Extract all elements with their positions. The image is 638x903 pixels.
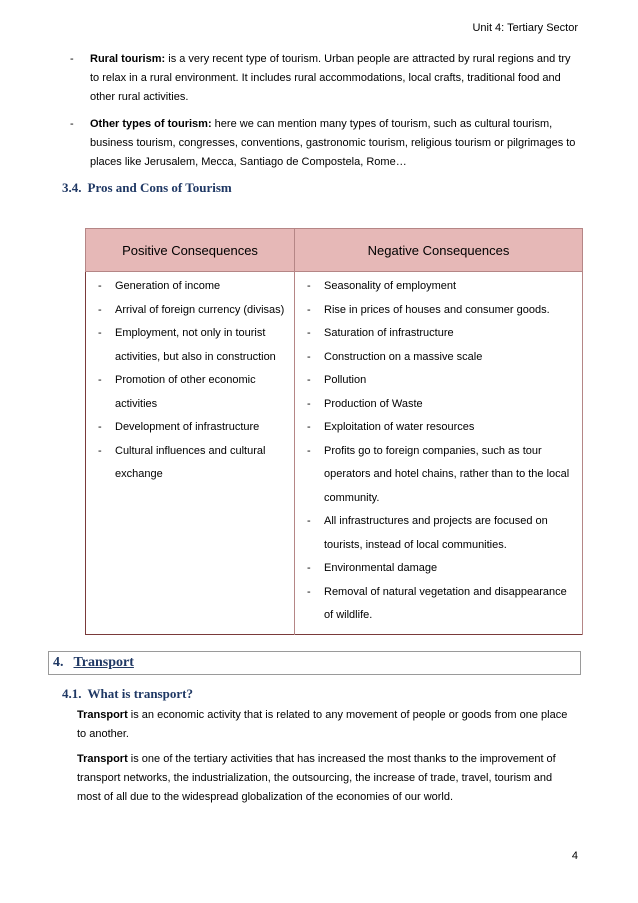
- list-dash: -: [307, 562, 311, 574]
- list-item-text: Construction on a massive scale: [324, 350, 483, 363]
- negative-item: [307, 322, 576, 346]
- page-number: 4: [571, 850, 578, 862]
- list-item-text: All infrastructures and projects are focused on tourists, instead of local communities.: [324, 515, 548, 551]
- positive-item: [98, 299, 288, 323]
- list-item-text: Production of Waste: [324, 397, 423, 410]
- section-heading-transport: [48, 651, 581, 675]
- list-dash: -: [98, 421, 102, 433]
- list-dash: -: [98, 327, 102, 339]
- list-item-text: Employment, not only in tourist activities, but also in construction: [115, 327, 276, 363]
- positive-item: [98, 275, 288, 299]
- list-dash: -: [98, 374, 102, 386]
- list-item-text: Pollution: [324, 374, 367, 386]
- list-dash: -: [307, 444, 311, 457]
- bullet-rural-tourism: [70, 50, 580, 107]
- negative-item: [307, 581, 576, 628]
- positive-item: [98, 440, 288, 487]
- list-item-text: Environmental damage: [324, 562, 438, 574]
- negative-item: [307, 440, 576, 511]
- paragraph-lead: Transport: [77, 753, 128, 765]
- list-dash: -: [98, 444, 102, 457]
- negative-item: [307, 557, 576, 581]
- list-item-text: Cultural influences and cultural exchange: [115, 444, 266, 480]
- bullet-dash: -: [70, 118, 74, 130]
- positive-item: [98, 416, 288, 440]
- negative-item: [307, 346, 576, 370]
- paragraph-lead: Transport: [77, 709, 128, 721]
- bullet-text: here we can mention many types of tourism, such as cultural tourism, business tourism, congresses, conventions, gastronomic tourism, religious tourism or pilgrimages to places like Jerusalem, Mecca, Santiago de Compostela, Rome…: [90, 118, 576, 168]
- bullet-dash: -: [70, 53, 74, 65]
- negative-item: [307, 510, 576, 557]
- list-item-text: Exploitation of water resources: [324, 421, 475, 433]
- bullet-text: is a very recent type of tourism. Urban people are attracted by rural regions and try to relax in a rural environment. It includes rural accommodations, local crafts, traditional food and other rural activities.: [90, 53, 571, 103]
- pros-cons-table: [85, 228, 583, 635]
- section-title: Pros and Cons of Tourism: [87, 180, 232, 195]
- bullet-term: Rural tourism:: [90, 53, 166, 65]
- negative-item: [307, 299, 576, 323]
- list-item-text: Profits go to foreign companies, such as tour operators and hotel chains, rather than to the local community.: [324, 444, 570, 504]
- list-dash: -: [307, 303, 311, 316]
- paragraph-text: is an economic activity that is related to any movement of people or goods from one place to another.: [77, 709, 568, 740]
- list-dash: -: [307, 374, 311, 386]
- negative-cell: [295, 272, 583, 635]
- list-dash: -: [307, 585, 311, 598]
- list-dash: -: [307, 421, 311, 433]
- positive-column-header: Positive Consequences: [86, 229, 295, 272]
- negative-column-header: Negative Consequences: [295, 229, 583, 272]
- negative-item: [307, 416, 576, 440]
- negative-item: [307, 369, 576, 393]
- list-item-text: Generation of income: [115, 280, 221, 292]
- section-heading-pros-cons: [62, 180, 232, 196]
- list-dash: -: [307, 280, 311, 292]
- negative-item: [307, 275, 576, 299]
- list-item-text: Saturation of infrastructure: [324, 327, 454, 339]
- bullet-other-tourism: [70, 115, 580, 172]
- bullet-term: Other types of tourism:: [90, 118, 212, 130]
- list-item-text: Arrival of foreign currency (divisas): [115, 303, 285, 316]
- section-number: 3.4.: [62, 180, 82, 195]
- list-item-text: Removal of natural vegetation and disappearance of wildlife.: [324, 585, 567, 621]
- section-title: What is transport?: [87, 686, 193, 701]
- positive-item: [98, 322, 288, 369]
- list-dash: -: [307, 327, 311, 339]
- list-dash: -: [307, 515, 311, 527]
- list-dash: -: [307, 397, 311, 410]
- section-title: Transport: [73, 655, 134, 670]
- section-number: 4.: [53, 655, 64, 670]
- list-dash: -: [98, 280, 102, 292]
- paragraph-transport-growth: [77, 750, 577, 807]
- list-item-text: Promotion of other economic activities: [115, 374, 256, 410]
- section-heading-what-is-transport: [62, 686, 193, 702]
- paragraph-transport-definition: [77, 706, 577, 744]
- positive-list: [98, 275, 288, 487]
- negative-item: [307, 393, 576, 417]
- list-item-text: Development of infrastructure: [115, 421, 260, 433]
- list-dash: -: [307, 350, 311, 363]
- list-item-text: Seasonality of employment: [324, 280, 457, 292]
- positive-item: [98, 369, 288, 416]
- section-number: 4.1.: [62, 686, 82, 701]
- list-dash: -: [98, 303, 102, 316]
- positive-cell: [86, 272, 295, 635]
- running-header: Unit 4: Tertiary Sector: [472, 22, 578, 34]
- negative-list: [307, 275, 576, 628]
- paragraph-text: is one of the tertiary activities that has increased the most thanks to the improvement of transport networks, the industrialization, the outsourcing, the increase of trade, travel, tourism and most of all due to the widespread globalization of the economies of our world.: [77, 753, 556, 803]
- list-item-text: Rise in prices of houses and consumer goods.: [324, 303, 550, 316]
